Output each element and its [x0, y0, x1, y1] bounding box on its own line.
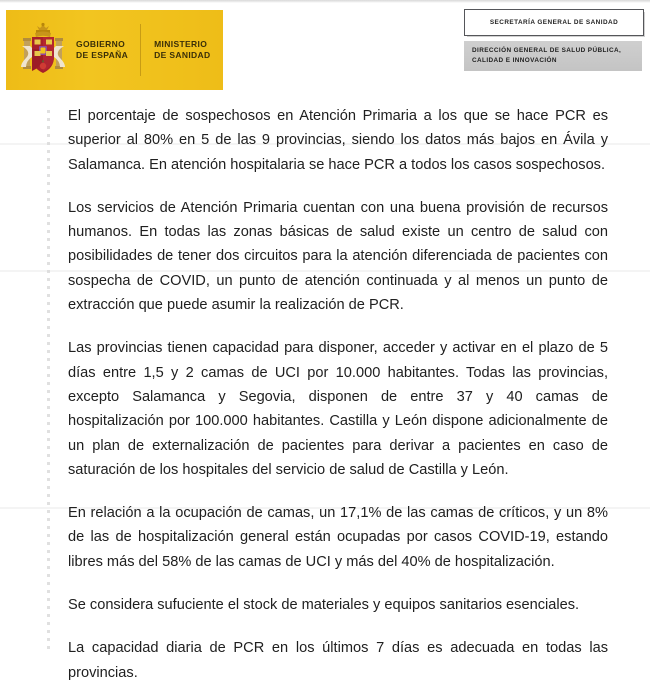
direccion-general-label [472, 46, 621, 66]
logo-text-gobierno [76, 39, 128, 62]
direccion-general-box [464, 41, 642, 71]
direccion-general-line2: CALIDAD E INNOVACIÓN [472, 57, 557, 64]
logo-line-gobierno: GOBIERNO [76, 38, 126, 49]
body-paragraph: Se considera sufuciente el stock de materiales y equipos sanitarios esenciales. [68, 597, 580, 614]
body-paragraph: Las provincias tienen capacidad para disponer, acceder y activar en el plazo de 5 días entre 1,5 y 2 camas de UCI por 10.000 habitantes. Todas las provincias, excepto Salamanca y Segovia, disponen de entre 37 y 40 camas de hospitalización por 100.000 habitantes. Castilla y León dispone adicionalmente de un plan de externalización de pacientes para derivar a pacientes en caso de saturación de los hospitales del servicio de salud de Castilla y León. [68, 340, 608, 478]
scan-speckle-artifact [47, 105, 50, 650]
body-paragraph: La capacidad diaria de PCR en los últimos 7 días es adecuada en todas las provincias. [68, 640, 608, 681]
document-body [68, 104, 608, 685]
body-paragraph: Los servicios de Atención Primaria cuentan con una buena provisión de recursos humanos. En todas las zonas básicas de salud existe un centro de salud con posibilidades de tener dos circuitos para la atención diferenciada de pacientes con sospecha de COVID, un punto de atención continuada y al menos un punto de extracción que puede asumir la realización de PCR. [68, 199, 608, 314]
secretaria-general-label: SECRETARÍA GENERAL DE SANIDAD [489, 19, 619, 26]
logo-line-sanidad: DE SANIDAD [154, 50, 211, 60]
spain-coat-of-arms-icon [20, 22, 66, 78]
document-header [0, 0, 650, 96]
government-logo-banner [6, 10, 223, 90]
logo-line-espana: DE ESPAÑA [76, 50, 129, 60]
direccion-general-line1: DIRECCIÓN GENERAL DE SALUD PÚBLICA, [472, 47, 622, 54]
body-paragraph: En relación a la ocupación de camas, un 17,1% de las camas de críticos, y un 8% de las de hospitalización general están ocupadas por casos COVID-19, estando libres más del 58% de las camas de UCI y más del 40% de hospitalización. [68, 505, 608, 570]
body-paragraph: El porcentaje de sospechosos en Atención Primaria a los que se hace PCR es superior al 80% en 5 de las 9 provincias, siendo los datos más bajos en Ávila y Salamanca. En atención hospitalaria se hace PCR a todos los casos sospechosos. [68, 108, 608, 173]
secretaria-general-box [464, 9, 644, 36]
logo-line-ministerio: MINISTERIO [154, 38, 208, 49]
logo-divider [140, 24, 141, 76]
logo-text-ministerio [154, 39, 210, 62]
